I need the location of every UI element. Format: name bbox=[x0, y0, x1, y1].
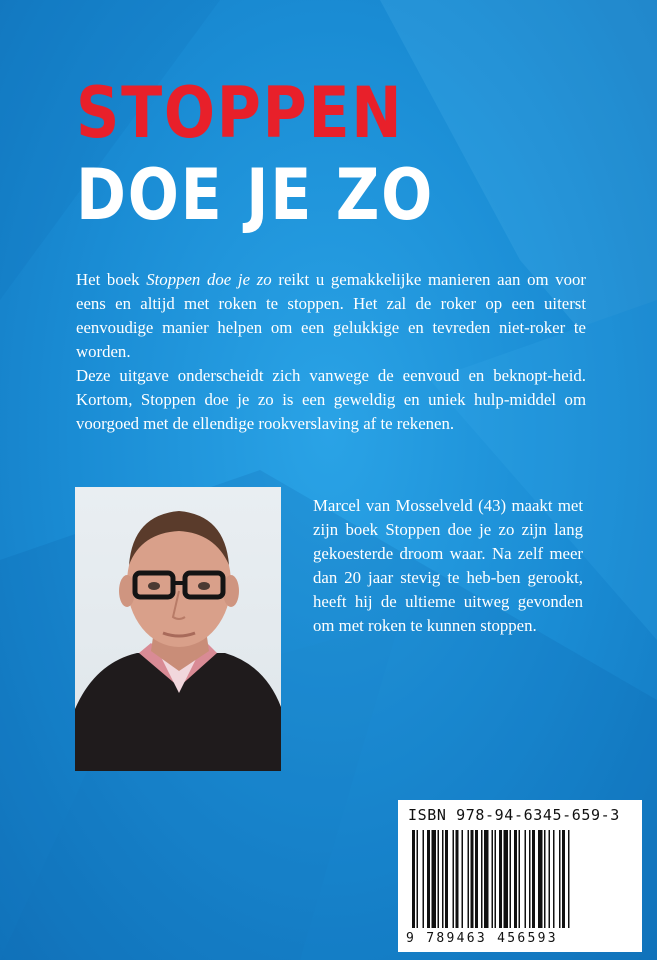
book-title-italic: Stoppen doe je zo bbox=[146, 270, 272, 289]
isbn-barcode bbox=[398, 800, 642, 952]
book-blurb bbox=[76, 268, 586, 436]
barcode-digits: 9 789463 456593 bbox=[406, 931, 558, 946]
title-stoppen: STOPPEN bbox=[76, 72, 404, 154]
blurb-paragraph-2: Deze uitgave onderscheidt zich vanwege de eenvoud en beknopt-heid. Kortom, Stoppen doe je zo is een geweldig en uniek hulp-middel om voorgoed met de ellendige rookverslaving af te rekenen. bbox=[76, 366, 586, 433]
title-doe-je-zo: DOE JE ZO bbox=[76, 154, 435, 236]
author-photo bbox=[75, 487, 281, 771]
isbn-text: ISBN 978-94-6345-659-3 bbox=[408, 806, 620, 824]
blurb-paragraph-1: Het boek Stoppen doe je zo reikt u gemakkelijke manieren aan om voor eens en altijd met roken te stoppen. Het zal de roker op een uiterst eenvoudige manier helpen om een gelukkige en tevreden niet-roker te worden. bbox=[76, 270, 586, 361]
author-bio: Marcel van Mosselveld (43) maakt met zijn boek Stoppen doe je zo zijn lang gekoesterde droom waar. Na zelf meer dan 20 jaar stevig te heb-ben gerookt, heeft hij de ultieme uitweg gevonden om met roken te kunnen stoppen. bbox=[313, 496, 583, 635]
barcode-bars bbox=[398, 800, 642, 952]
